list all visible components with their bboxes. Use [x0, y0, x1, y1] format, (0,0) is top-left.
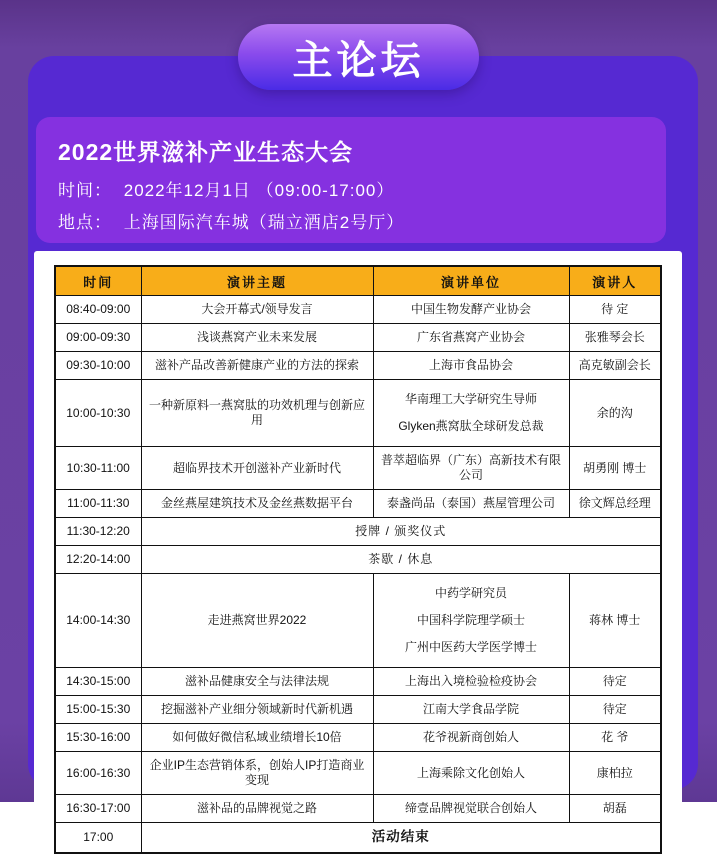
column-header-0: 时间: [55, 266, 141, 296]
org-line: 华南理工大学研究生导师: [404, 392, 537, 406]
agenda-cell-speaker: 胡磊: [569, 795, 661, 823]
agenda-cell-topic: 滋补品健康安全与法律法规: [141, 668, 373, 696]
org-line: 中国科学院理学硕士: [416, 613, 525, 627]
agenda-cell-time: 09:30-10:00: [55, 352, 141, 380]
agenda-cell-time: 12:20-14:00: [55, 546, 141, 574]
agenda-table-header: [55, 266, 661, 296]
table-row: [55, 574, 661, 668]
agenda-cell-speaker: 余的沟: [569, 380, 661, 447]
agenda-cell-org: 广东省燕窝产业协会: [373, 324, 569, 352]
column-header-2: 演讲单位: [373, 266, 569, 296]
agenda-cell-org: 上海市食品协会: [373, 352, 569, 380]
schedule-panel: [34, 251, 682, 863]
agenda-cell-time: 10:00-10:30: [55, 380, 141, 447]
agenda-cell-time: 14:30-15:00: [55, 668, 141, 696]
table-row: [55, 546, 661, 574]
table-row: [55, 795, 661, 823]
agenda-table-body: [55, 296, 661, 853]
agenda-cell-speaker: 胡勇刚 博士: [569, 447, 661, 490]
table-row: [55, 724, 661, 752]
agenda-cell-org: 缔壹品牌视觉联合创始人: [373, 795, 569, 823]
agenda-cell-topic: 滋补产品改善新健康产业的方法的探索: [141, 352, 373, 380]
agenda-cell-time: 11:00-11:30: [55, 490, 141, 518]
agenda-cell-time: 11:30-12:20: [55, 518, 141, 546]
agenda-cell-speaker: 张雅琴会长: [569, 324, 661, 352]
agenda-cell-org: 上海出入境检验检疫协会: [373, 668, 569, 696]
table-row: [55, 668, 661, 696]
agenda-cell-org: 泰盏尚品（泰国）燕屋管理公司: [373, 490, 569, 518]
agenda-cell-time: 17:00: [55, 823, 141, 853]
agenda-cell-span: 授牌 / 颁奖仪式: [141, 518, 661, 546]
agenda-cell-speaker: 花 爷: [569, 724, 661, 752]
agenda-cell-speaker: 待 定: [569, 296, 661, 324]
table-row: [55, 324, 661, 352]
event-location-label: 地点：: [58, 213, 112, 232]
table-row: [55, 518, 661, 546]
forum-badge-label: 主论坛: [292, 38, 425, 83]
agenda-cell-time: 14:00-14:30: [55, 574, 141, 668]
agenda-cell-time: 16:30-17:00: [55, 795, 141, 823]
agenda-cell-span: 茶歇 / 休息: [141, 546, 661, 574]
event-time-row: [58, 176, 648, 201]
agenda-cell-org: 普萃超临界（广东）高新技术有限公司: [373, 447, 569, 490]
agenda-cell-topic: 如何做好微信私域业绩增长10倍: [141, 724, 373, 752]
agenda-cell-time: 09:00-09:30: [55, 324, 141, 352]
agenda-cell-org: 中国生物发酵产业协会: [373, 296, 569, 324]
org-line: 广州中医药大学医学博士: [404, 640, 537, 654]
agenda-cell-topic: 企业IP生态营销体系，创始人IP打造商业变现: [141, 752, 373, 795]
table-row: [55, 352, 661, 380]
org-line: Glyken燕窝肽全球研发总裁: [398, 419, 544, 433]
info-panel: [36, 117, 666, 243]
table-row: [55, 696, 661, 724]
column-header-1: 演讲主题: [141, 266, 373, 296]
agenda-cell-speaker: 徐文辉总经理: [569, 490, 661, 518]
agenda-cell-org: 江南大学食品学院: [373, 696, 569, 724]
agenda-cell-time: 16:00-16:30: [55, 752, 141, 795]
agenda-cell-speaker: 待定: [569, 668, 661, 696]
header-row: [55, 266, 661, 296]
agenda-cell-org: 花爷视新商创始人: [373, 724, 569, 752]
table-row: [55, 296, 661, 324]
agenda-cell-speaker: 待定: [569, 696, 661, 724]
column-header-3: 演讲人: [569, 266, 661, 296]
agenda-cell-topic: 走进燕窝世界2022: [141, 574, 373, 668]
agenda-cell-topic: 超临界技术开创滋补产业新时代: [141, 447, 373, 490]
agenda-table: [54, 265, 662, 854]
agenda-cell-org: [373, 574, 569, 668]
agenda-cell-org: 上海乘除文化创始人: [373, 752, 569, 795]
forum-badge: [238, 24, 479, 90]
agenda-cell-speaker: 蒋林 博士: [569, 574, 661, 668]
event-time-label: 时间：: [58, 181, 112, 200]
table-row: [55, 490, 661, 518]
agenda-cell-topic: 一种新原料一燕窝肽的功效机理与创新应用: [141, 380, 373, 447]
table-row: [55, 380, 661, 447]
agenda-cell-org: [373, 380, 569, 447]
event-location-value: 上海国际汽车城（瑞立酒店2号厅）: [123, 213, 405, 232]
event-location-row: [58, 208, 648, 233]
agenda-cell-topic: 大会开幕式/领导发言: [141, 296, 373, 324]
agenda-cell-time: 10:30-11:00: [55, 447, 141, 490]
agenda-cell-time: 15:30-16:00: [55, 724, 141, 752]
table-row: [55, 823, 661, 853]
agenda-cell-time: 15:00-15:30: [55, 696, 141, 724]
agenda-cell-span: 活动结束: [141, 823, 661, 853]
agenda-cell-topic: 滋补品的品牌视觉之路: [141, 795, 373, 823]
agenda-cell-topic: 挖掘滋补产业细分领域新时代新机遇: [141, 696, 373, 724]
agenda-cell-topic: 金丝燕屋建筑技术及金丝燕数据平台: [141, 490, 373, 518]
table-row: [55, 752, 661, 795]
agenda-cell-speaker: 高克敏副会长: [569, 352, 661, 380]
event-title: 2022世界滋补产业生态大会: [58, 139, 354, 165]
org-line: 中药学研究员: [434, 586, 507, 600]
event-time-value: 2022年12月1日 （09:00-17:00）: [123, 181, 395, 200]
agenda-cell-topic: 浅谈燕窝产业未来发展: [141, 324, 373, 352]
table-row: [55, 447, 661, 490]
agenda-cell-time: 08:40-09:00: [55, 296, 141, 324]
agenda-cell-speaker: 康柏拉: [569, 752, 661, 795]
